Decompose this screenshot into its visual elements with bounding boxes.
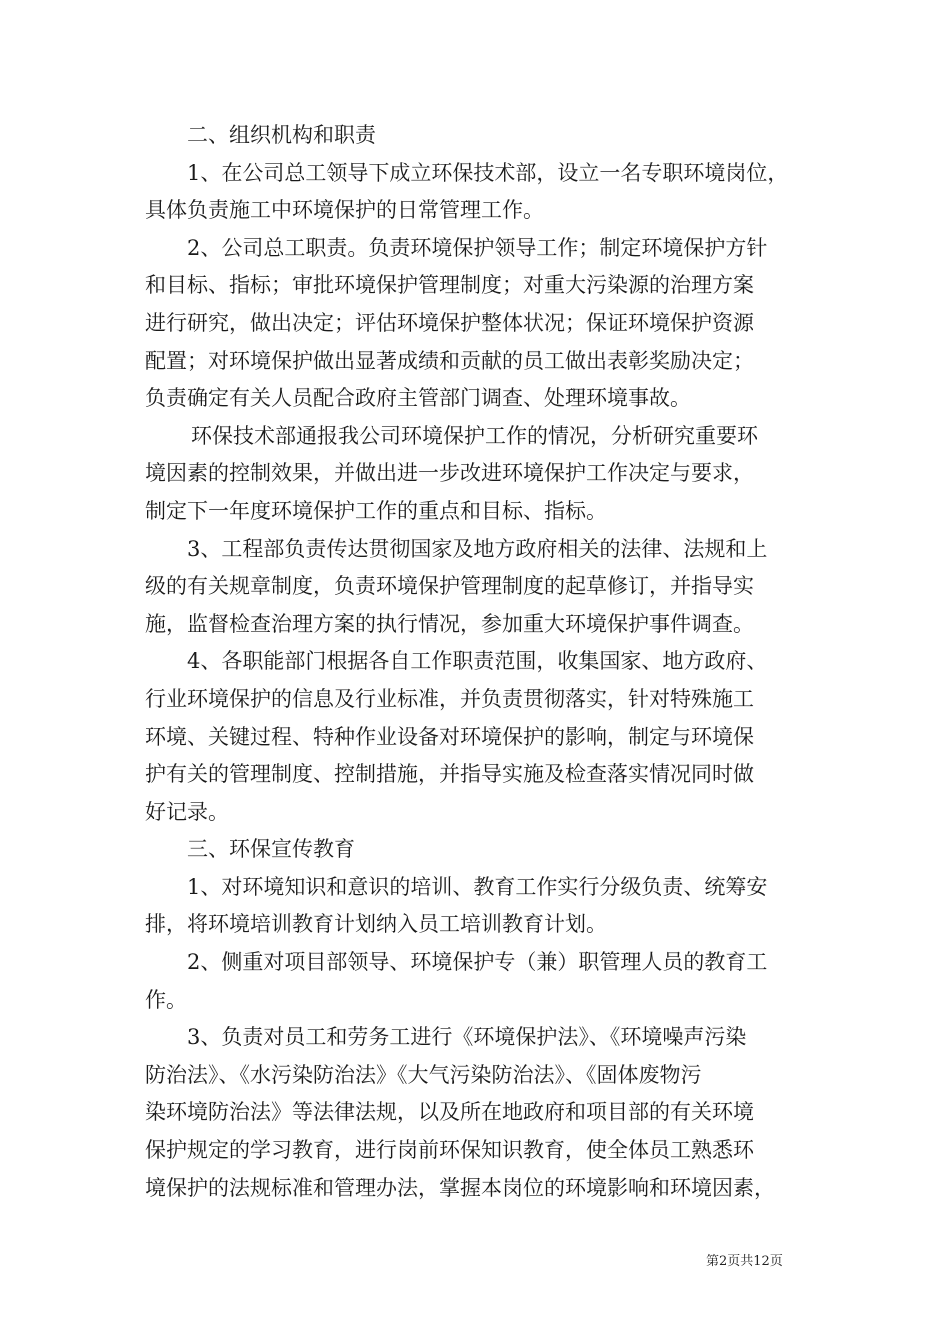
paragraph-line: 环境、关键过程、特种作业设备对环境保护的影响，制定与环境保 [145, 724, 754, 749]
paragraph-line: 进行研究，做出决定；评估环境保护整体状况；保证环境保护资源 [145, 310, 754, 335]
paragraph-line: 行业环境保护的信息及行业标准，并负责贯彻落实，针对特殊施工 [145, 686, 754, 711]
paragraph-line: 1、对环境知识和意识的培训、教育工作实行分级负责、统筹安 [187, 874, 768, 899]
paragraph-line: 制定下一年度环境保护工作的重点和目标、指标。 [145, 498, 607, 523]
paragraph-line: 护有关的管理制度、控制措施，并指导实施及检查落实情况同时做 [145, 762, 754, 787]
paragraph-line: 好记录。 [145, 799, 229, 824]
paragraph-line: 施，监督检查治理方案的执行情况，参加重大环境保护事件调查。 [145, 611, 754, 636]
paragraph-line: 染环境防治法》等法律法规，以及所在地政府和项目部的有关环境 [145, 1100, 754, 1125]
paragraph-line: 3、负责对员工和劳务工进行《环境保护法》、《环境噪声污染 [187, 1025, 747, 1050]
paragraph-line: 和目标、指标；审批环境保护管理制度；对重大污染源的治理方案 [145, 273, 754, 298]
paragraph-line: 境保护的法规标准和管理办法，掌握本岗位的环境影响和环境因素， [145, 1175, 775, 1200]
paragraph-line: 级的有关规章制度，负责环境保护管理制度的起草修订，并指导实 [145, 574, 754, 599]
paragraph-line: 配置；对环境保护做出显著成绩和贡献的员工做出表彰奖励决定； [145, 348, 754, 373]
paragraph-line: 保护规定的学习教育，进行岗前环保知识教育，使全体员工熟悉环 [145, 1138, 754, 1163]
paragraph-line: 负责确定有关人员配合政府主管部门调查、处理环境事故。 [145, 386, 691, 411]
paragraph-line: 防治法》、《水污染防治法》《大气污染防治法》、《固体废物污 [145, 1062, 702, 1087]
paragraph-line: 2、公司总工职责。负责环境保护领导工作；制定环境保护方针 [187, 235, 768, 260]
page-number-footer: 第2页共12页 [706, 1254, 783, 1269]
section-heading: 二、组织机构和职责 [187, 123, 376, 147]
paragraph-line: 境因素的控制效果，并做出进一步改进环境保护工作决定与要求， [145, 461, 754, 486]
paragraph-line: 作。 [145, 987, 187, 1012]
section-heading: 三、环保宣传教育 [187, 837, 355, 862]
paragraph-line: 1、在公司总工领导下成立环保技术部，设立一名专职环境岗位， [187, 160, 789, 185]
document-body [145, 117, 815, 1207]
paragraph-line: 排，将环境培训教育计划纳入员工培训教育计划。 [145, 912, 607, 937]
paragraph-line: 具体负责施工中环境保护的日常管理工作。 [145, 198, 544, 223]
paragraph-line: 2、侧重对项目部领导、环境保护专（兼）职管理人员的教育工 [187, 950, 768, 975]
paragraph-line: 环保技术部通报我公司环境保护工作的情况，分析研究重要环 [191, 423, 758, 448]
paragraph-line: 3、工程部负责传达贯彻国家及地方政府相关的法律、法规和上 [187, 536, 768, 561]
paragraph-line: 4、各职能部门根据各自工作职责范围，收集国家、地方政府、 [187, 649, 768, 674]
